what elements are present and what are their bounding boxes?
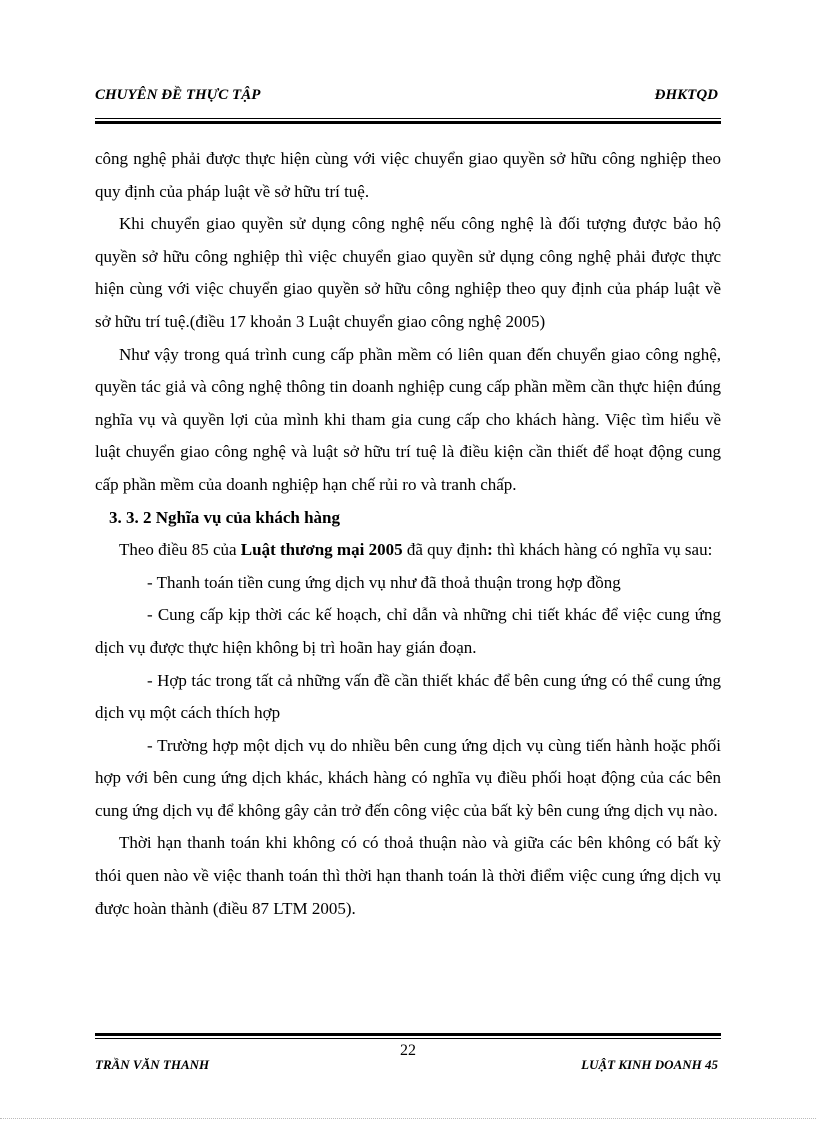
- body-text: [95, 143, 721, 925]
- text-run: Theo điều 85 của: [119, 540, 241, 560]
- paragraph: công nghệ phải được thực hiện cùng với việc chuyển giao quyền sở hữu công nghiệp theo quy định của pháp luật về sở hữu trí tuệ.: [95, 149, 721, 201]
- bold-text: Luật thương mại 2005: [240, 540, 403, 560]
- list-item: - Hợp tác trong tất cả những vấn đề cần thiết khác để bên cung ứng có thể cung ứng dịch vụ một cách thích hợp: [95, 670, 721, 723]
- footer-rule-thick: [95, 1033, 721, 1036]
- footer-left: TRẦN VĂN THANH: [95, 1057, 210, 1072]
- header-right: ĐHKTQD: [654, 87, 718, 103]
- list-item: - Cung cấp kịp thời các kế hoạch, chỉ dẫn và những chi tiết khác để việc cung ứng dịch vụ được thực hiện không bị trì hoãn hay gián đoạn.: [95, 605, 721, 657]
- bold-text: :: [487, 540, 493, 560]
- list-item: - Thanh toán tiền cung ứng dịch vụ như đã thoả thuận trong hợp đồng: [147, 572, 621, 592]
- header-rule-thick: [95, 121, 721, 124]
- list-item: - Trường hợp một dịch vụ do nhiều bên cung ứng dịch vụ cùng tiến hành hoặc phối hợp với bên cung ứng dịch khác, khách hàng có nghĩa vụ điều phối hoạt động của các bên cung ứng dịch vụ để không gây cản trở đến công việc của bất kỳ bên cung ứng dịch vụ nào.: [95, 735, 721, 820]
- header-left: CHUYÊN ĐỀ THỰC TẬP: [95, 87, 261, 103]
- paragraph: [95, 534, 721, 567]
- section-heading: 3. 3. 2 Nghĩa vụ của khách hàng: [109, 507, 340, 527]
- paragraph: Như vậy trong quá trình cung cấp phần mềm có liên quan đến chuyển giao công nghệ, quyền tác giả và công nghệ thông tin doanh nghiệp cung cấp phần mềm cần thực hiện đúng nghĩa vụ và quyền lợi của mình khi tham gia cung cấp cho khách hàng. Việc tìm hiểu về luật chuyển giao công nghệ và luật sở hữu trí tuệ là điều kiện cần thiết để hoạt động cung cấp phần mềm của doanh nghiệp hạn chế rủi ro và tranh chấp.: [95, 344, 721, 494]
- header-rule-thin: [95, 118, 721, 119]
- paragraph: Khi chuyển giao quyền sử dụng công nghệ nếu công nghệ là đối tượng được bảo hộ quyền sở hữu công nghiệp thì việc chuyển giao quyền sử dụng công nghệ phải được thực hiện cùng với việc chuyển giao quyền sở hữu công nghiệp theo quy định của pháp luật về sở hữu trí tuệ.(điều 17 khoản 3 Luật chuyển giao công nghệ 2005): [95, 214, 721, 331]
- paragraph: Thời hạn thanh toán khi không có có thoả thuận nào và giữa các bên không có bất kỳ thói quen nào về việc thanh toán thì thời hạn thanh toán là thời điểm việc cung ứng dịch vụ được hoàn thành (điều 87 LTM 2005).: [95, 833, 721, 918]
- text-run: đã quy định: [402, 540, 488, 560]
- footer-right: LUẬT KINH DOANH 45: [581, 1057, 718, 1072]
- text-run: thì khách hàng có nghĩa vụ sau:: [492, 540, 713, 560]
- page-number: 22: [400, 1042, 416, 1059]
- page-edge: [0, 1118, 816, 1119]
- footer-rule-thin: [95, 1038, 721, 1039]
